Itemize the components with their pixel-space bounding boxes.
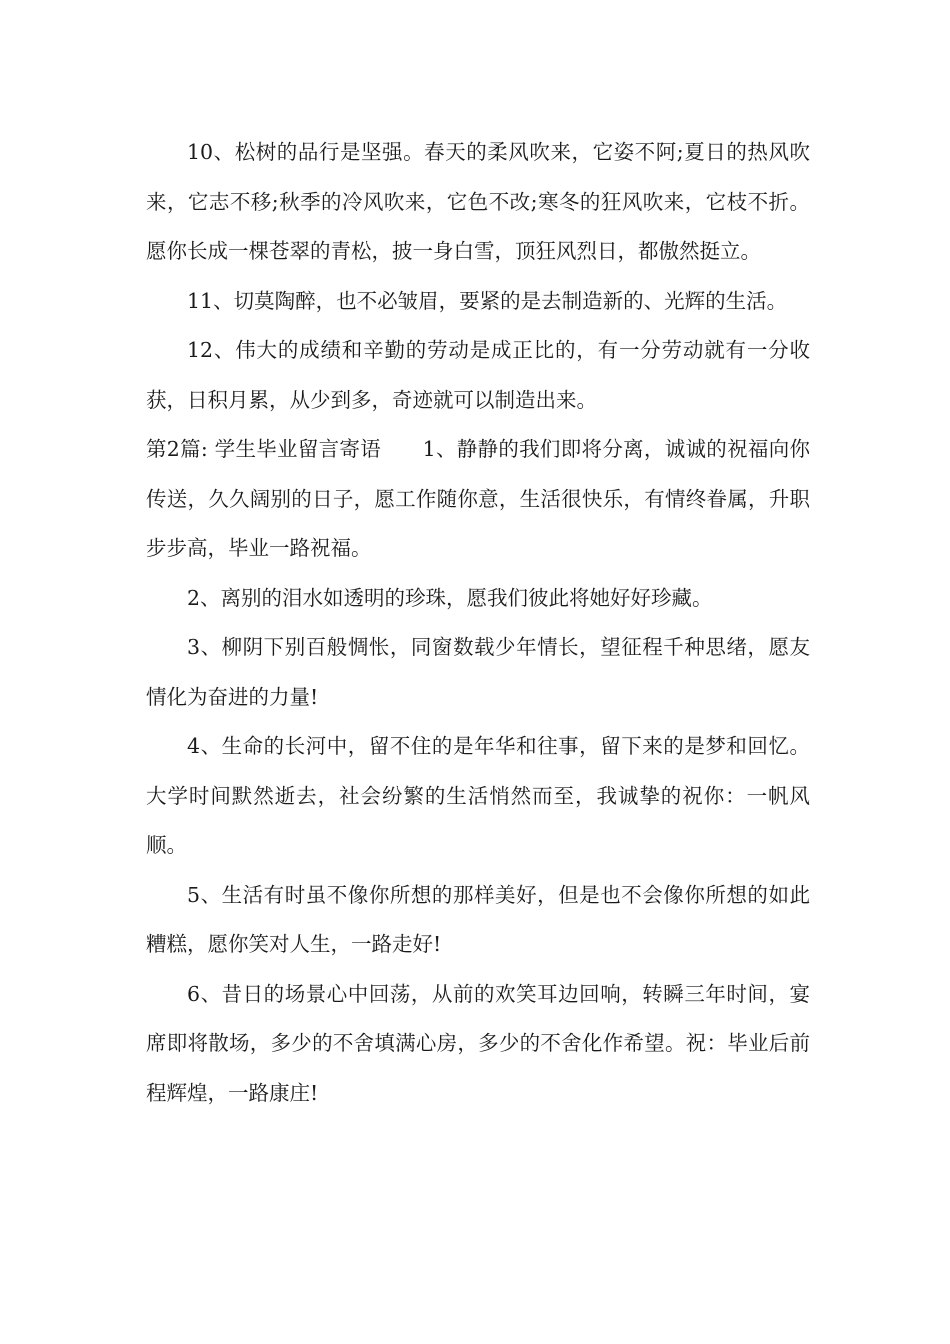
paragraph-6: 6、昔日的场景心中回荡，从前的欢笑耳边回响，转瞬三年时间，宴席即将散场，多少的不舍填满心房，多少的不舍化作希望。祝：毕业后前程辉煌，一路康庄! — [146, 981, 810, 1105]
section-2-heading-paragraph: 第2篇: 学生毕业留言寄语 1、静静的我们即将分离，诚诚的祝福向你传送，久久阔别的日子，愿工作随你意，生活很快乐，有情终眷属，升职步步高，毕业一路祝福。 — [146, 437, 810, 560]
document-body — [146, 128, 810, 1118]
paragraph-12: 12、伟大的成绩和辛勤的劳动是成正比的，有一分劳动就有一分收获，日积月累，从少到多，奇迹就可以制造出来。 — [146, 338, 810, 412]
paragraph-4: 4、生命的长河中，留不住的是年华和往事，留下来的是梦和回忆。大学时间默然逝去，社会纷繁的生活悄然而至，我诚挚的祝你：一帆风顺。 — [146, 734, 810, 857]
paragraph-2: 2、离别的泪水如透明的珍珠，愿我们彼此将她好好珍藏。 — [187, 585, 713, 610]
paragraph-10: 10、松树的品行是坚强。春天的柔风吹来，它姿不阿;夏日的热风吹来，它志不移;秋季的冷风吹来，它色不改;寒冬的狂风吹来，它枝不折。愿你长成一棵苍翠的青松，披一身白雪，顶狂风烈日，都傲然挺立。 — [146, 140, 810, 263]
paragraph-11: 11、切莫陶醉，也不必皱眉，要紧的是去制造新的、光辉的生活。 — [187, 288, 788, 313]
paragraph-3: 3、柳阴下别百般惆怅，同窗数载少年情长，望征程千种思绪，愿友情化为奋进的力量! — [146, 635, 810, 709]
paragraph-5: 5、生活有时虽不像你所想的那样美好，但是也不会像你所想的如此糟糕，愿你笑对人生，一路走好! — [146, 882, 810, 956]
